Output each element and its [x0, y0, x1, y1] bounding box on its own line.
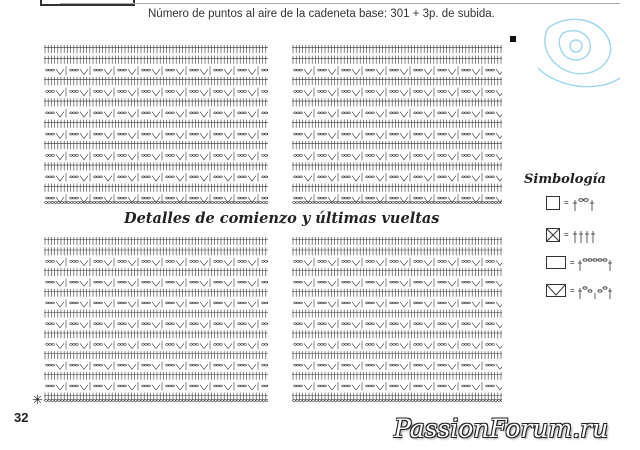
legend-equals: = — [570, 286, 575, 295]
chain-row-icon — [578, 256, 618, 272]
start-asterisk: ✳ — [32, 392, 43, 407]
flower-decoration — [528, 8, 623, 98]
header-note: Número de puntos al aire de la cadeneta base: 301 + 3p. de subida. — [148, 8, 495, 20]
chart-grid — [44, 44, 268, 204]
chart-grid — [292, 44, 502, 204]
crochet-chart-bottom-left — [44, 236, 268, 402]
crochet-chart-top-left — [44, 44, 268, 204]
v-stitch-icon — [578, 284, 618, 300]
legend-equals: = — [564, 230, 569, 239]
legend-equals: = — [570, 258, 575, 267]
v-box-icon — [546, 284, 566, 297]
crossed-square-icon — [546, 228, 560, 242]
stitch-group-icon — [572, 196, 602, 212]
legend-equals: = — [564, 198, 569, 207]
empty-square-icon — [546, 196, 560, 210]
wide-rectangle-icon — [546, 256, 566, 269]
stitch-marks — [44, 45, 268, 203]
page-number: 32 — [14, 410, 29, 425]
stitch-marks — [292, 237, 502, 401]
watermark: PassionForum.ru — [394, 414, 609, 443]
section-title: Detalles de comienzo y últimas vueltas — [124, 210, 440, 227]
four-stitches-icon — [572, 228, 602, 244]
top-rule — [60, 3, 620, 4]
chart-grid — [292, 236, 502, 402]
legend-title: Simbología — [524, 172, 606, 187]
chart-grid — [44, 236, 268, 402]
stitch-marks — [44, 237, 268, 401]
crochet-chart-top-right — [292, 44, 502, 204]
stitch-marks — [292, 45, 502, 203]
crochet-chart-bottom-right — [292, 236, 502, 402]
square-marker — [510, 36, 516, 42]
